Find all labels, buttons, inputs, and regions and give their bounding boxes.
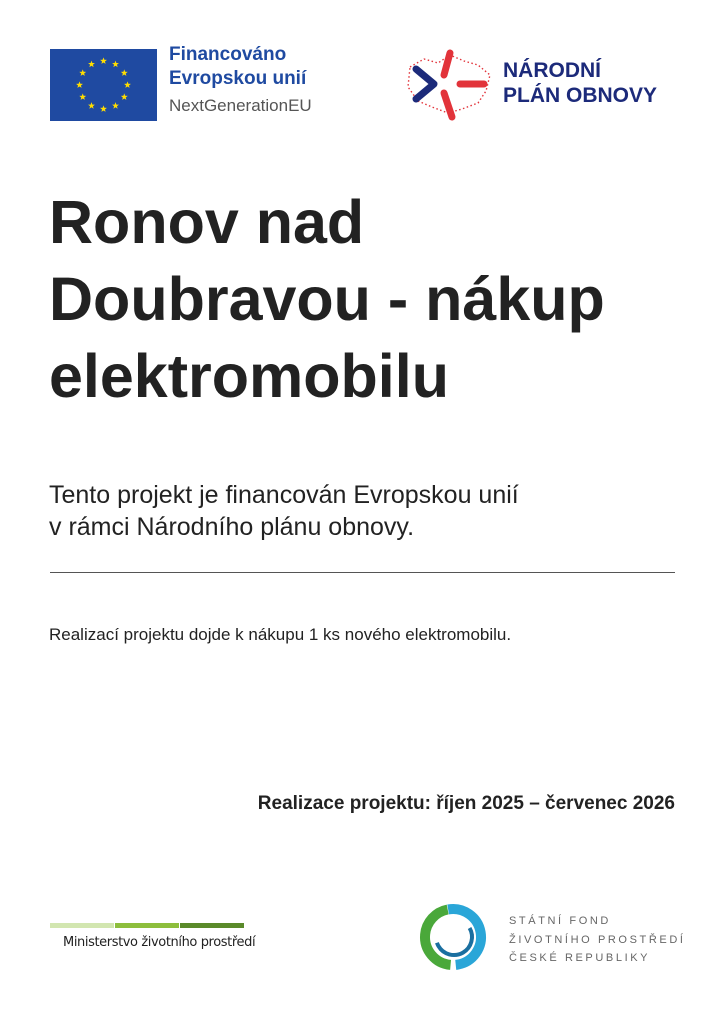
eu-star-icon: [121, 93, 128, 100]
mzp-logo-bars: [50, 923, 244, 928]
npo-text: [503, 58, 657, 108]
sfzp-logo: [418, 902, 488, 972]
eu-star-icon: [100, 57, 107, 64]
sfzp-line1: STÁTNÍ FOND: [509, 915, 611, 927]
eu-line2: Evropskou unií: [169, 68, 307, 89]
eu-star-icon: [88, 102, 95, 109]
eu-star-icon: [124, 81, 131, 88]
funding-line1: Tento projekt je financován Evropskou unií: [49, 481, 519, 509]
eu-star-icon: [112, 61, 119, 68]
mzp-bar-3: [180, 923, 244, 928]
mzp-label: Ministerstvo životního prostředí: [63, 935, 256, 950]
funding-line2: v rámci Národního plánu obnovy.: [49, 513, 415, 541]
eu-star-icon: [79, 93, 86, 100]
eu-star-icon: [76, 81, 83, 88]
eu-line1: Financováno: [169, 44, 287, 65]
project-period: Realizace projektu: říjen 2025 – červenec 2026: [257, 793, 675, 814]
sfzp-text: [509, 912, 686, 968]
eu-star-icon: [88, 61, 95, 68]
mzp-bar-2: [115, 923, 179, 928]
sfzp-line3: ČESKÉ REPUBLIKY: [509, 952, 651, 964]
mzp-bar-1: [50, 923, 114, 928]
eu-funding-text: [169, 45, 312, 114]
sfzp-line2: ŽIVOTNÍHO PROSTŘEDÍ: [509, 933, 686, 946]
npo-logo: [404, 47, 494, 123]
npo-line2: PLÁN OBNOVY: [503, 84, 658, 107]
eu-flag-logo: [50, 49, 157, 121]
project-title: Ronov nad Doubravou - nákup elektromobilu: [49, 188, 605, 410]
eu-star-icon: [112, 102, 119, 109]
divider: [50, 572, 675, 573]
eu-star-icon: [79, 69, 86, 76]
eu-star-icon: [121, 69, 128, 76]
funding-statement: [49, 479, 519, 543]
eu-star-icon: [100, 105, 107, 112]
npo-line1: NÁRODNÍ: [503, 59, 601, 82]
project-description: Realizací projektu dojde k nákupu 1 ks nového elektromobilu.: [49, 625, 512, 644]
eu-line3: NextGenerationEU: [169, 96, 312, 115]
